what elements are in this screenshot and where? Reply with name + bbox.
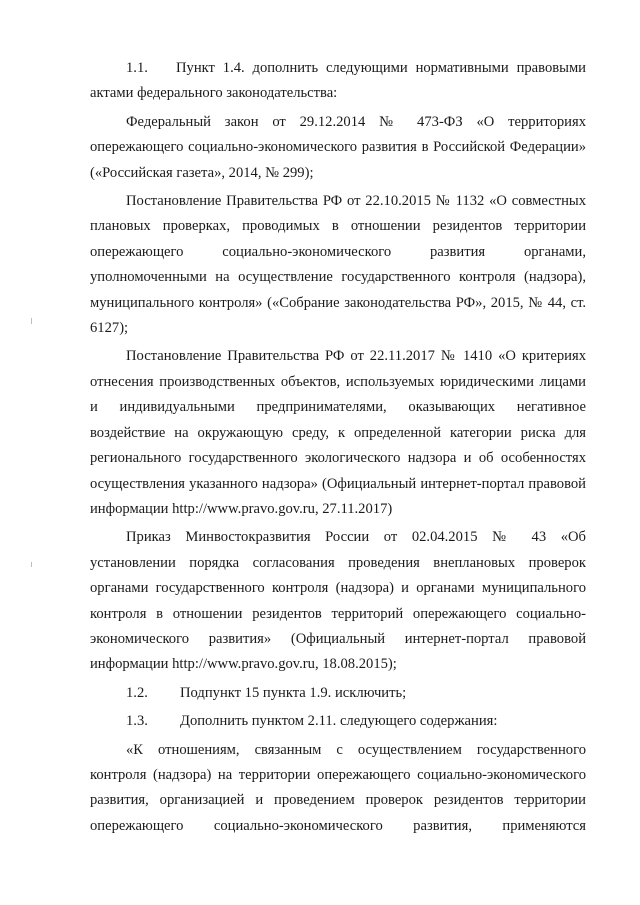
paragraph-text: Постановление Правительства РФ от 22.11.2017 № 1410 «О критериях отнесения производственных объектов, используемых юридическими лицами и индивидуальными предпринимателями, оказывающих негативное воздействие на окружающую среду, к определенной категории риска для регионального государственного экологического надзора и об особенностях осуществления указанного надзора» (Официальный интернет-портал правовой информации http://www.pravo.gov.ru, 27.11.2017) xyxy=(90,348,586,517)
paragraph-quote xyxy=(90,738,586,840)
paragraph-resolution-1132 xyxy=(90,189,586,341)
paragraph-text: Подпункт 15 пункта 1.9. исключить; xyxy=(180,684,407,701)
scan-artifact xyxy=(31,562,32,567)
paragraph-number: 1.3. xyxy=(126,713,148,730)
paragraph-1-3 xyxy=(90,709,586,734)
paragraph-text: Федеральный закон от 29.12.2014 № 473-ФЗ «О территориях опережающего социально-экономического развития в Российской Федерации» («Российская газета», 2014, № 299); xyxy=(90,113,586,181)
paragraph-1-1 xyxy=(90,56,586,107)
paragraph-text: Дополнить пунктом 2.11. следующего содержания: xyxy=(180,713,498,730)
paragraph-order-43 xyxy=(90,525,586,677)
paragraph-federal-law xyxy=(90,110,586,186)
paragraph-text: «К отношениям, связанным с осуществлением государственного контроля (надзора) на территории опережающего социально-экономического развития, организацией и проведением проверок резидентов территории опережающего социально-экономического развития, применяются xyxy=(90,741,586,834)
paragraph-text: Приказ Минвостокразвития России от 02.04.2015 № 43 «Об установлении порядка согласования проведения внеплановых проверок органами государственного контроля (надзора) и органами муниципального контроля в отношении резидентов территорий опережающего социально-экономического развития» (Официальный интернет-портал правовой информации http://www.pravo.gov.ru, 18.08.2015); xyxy=(90,529,586,673)
scan-artifact xyxy=(31,318,32,324)
paragraph-text: Пункт 1.4. дополнить следующими нормативными правовыми актами федерального законодательства: xyxy=(90,60,586,102)
paragraph-number: 1.2. xyxy=(126,684,148,701)
paragraph-text: Постановление Правительства РФ от 22.10.2015 № 1132 «О совместных плановых проверках, проводимых в отношении резидентов территории опережающего социально-экономического развития органами, уполномоченными на осуществление государственного контроля (надзора), муниципального контроля» («Собрание законодательства РФ», 2015, № 44, ст. 6127); xyxy=(90,193,586,337)
paragraph-number: 1.1. xyxy=(126,60,148,76)
paragraph-1-2 xyxy=(90,681,586,706)
paragraph-resolution-1410 xyxy=(90,344,586,522)
